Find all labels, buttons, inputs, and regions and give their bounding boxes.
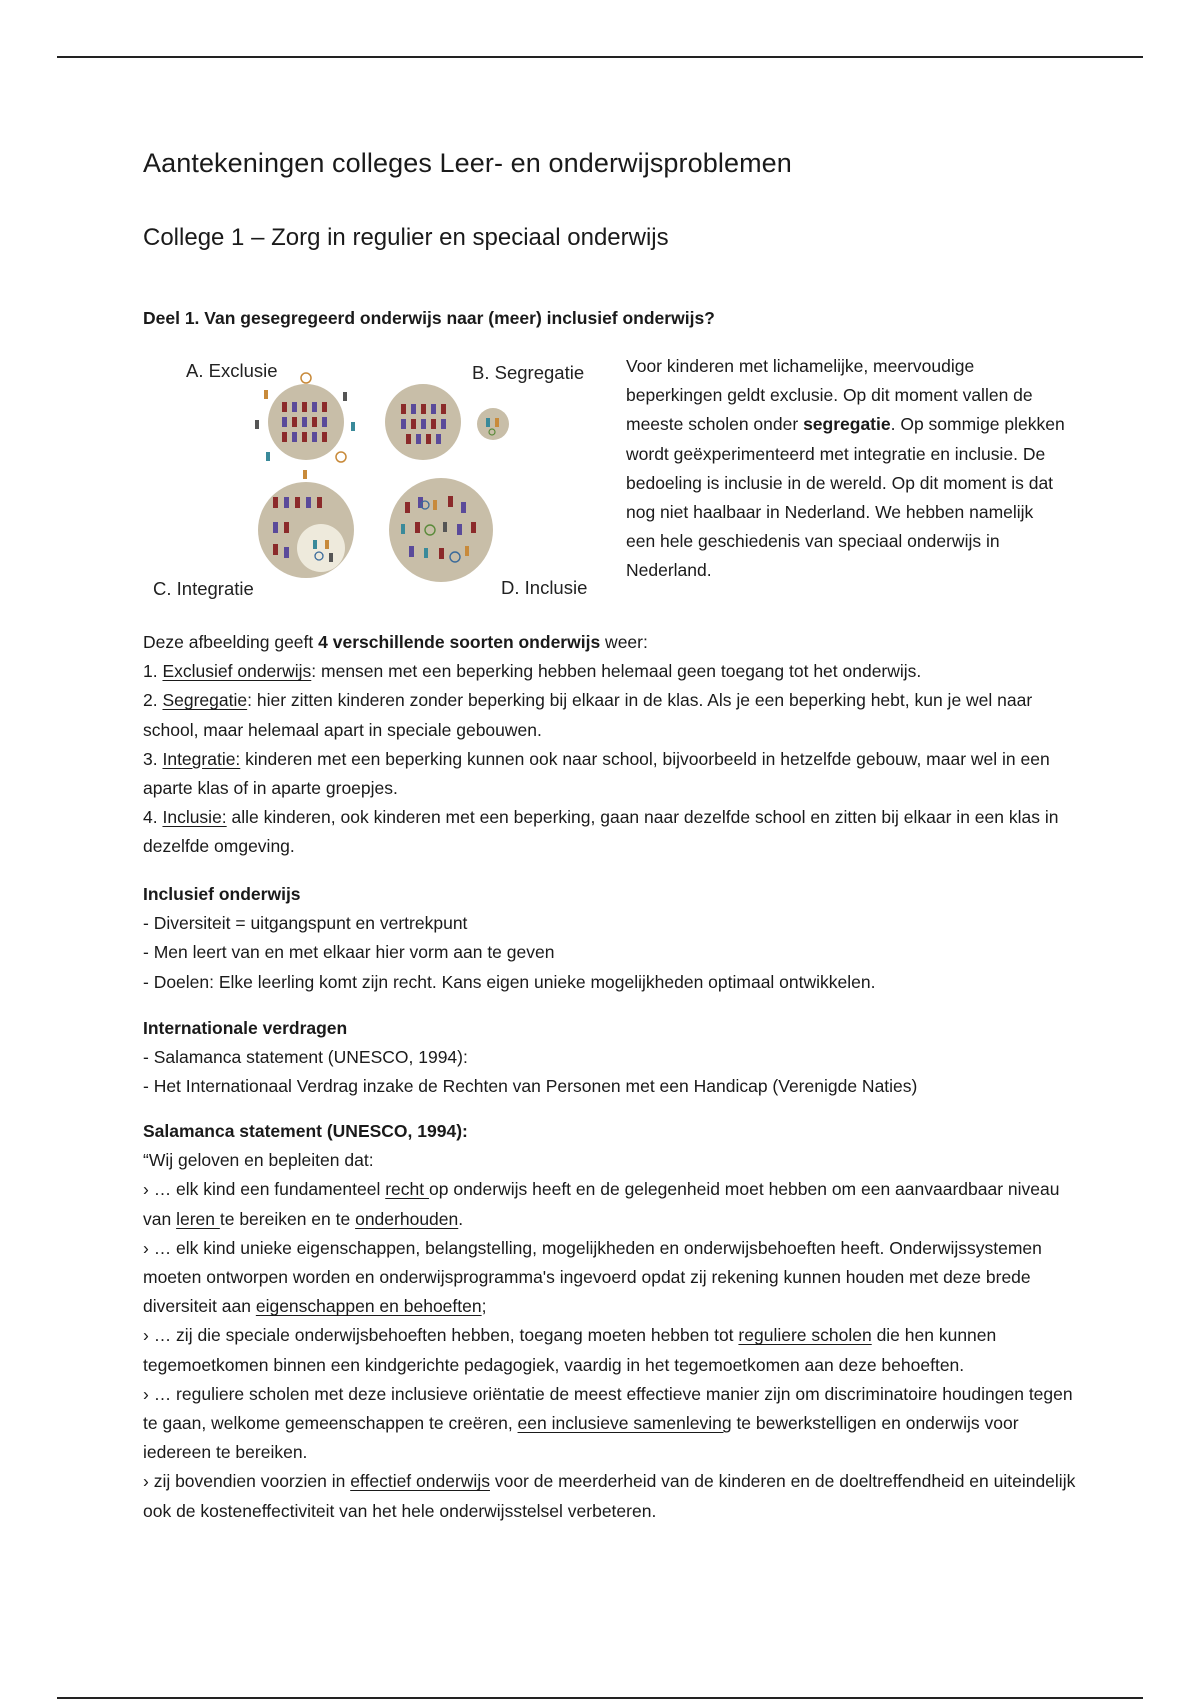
soorten-section xyxy=(143,628,1088,862)
list-item: › … elk kind een fundamenteel recht op onderwijs heeft en de gelegenheid moet hebben om een aanvaardbaar niveau van leren te bereiken en te onderhouden. xyxy=(143,1179,1060,1229)
section-heading: Salamanca statement (UNESCO, 1994): xyxy=(143,1121,468,1141)
list-item: 2. Segregatie: hier zitten kinderen zonder beperking bij elkaar in de klas. Als je een beperking hebt, kun je wel naar school, maar helemaal apart in speciale gebouwen. xyxy=(143,690,1033,740)
list-item: › … elk kind unieke eigenschappen, belangstelling, mogelijkheden en onderwijsbehoeften heeft. Onderwijssystemen moeten ontworpen worden en onderwijsprogramma's ingevoerd opdat zij rekening kunnen houden met deze brede diversiteit aan eigenschappen en behoeften; xyxy=(143,1237,1042,1317)
education-models-figure xyxy=(143,352,605,606)
list-item: - Doelen: Elke leerling komt zijn recht. Kans eigen unieke mogelijkheden optimaal ontwikkelen. xyxy=(143,971,876,992)
deel-heading: Deel 1. Van gesegregeerd onderwijs naar (meer) inclusief onderwijs? xyxy=(143,308,715,328)
bottom-rule xyxy=(57,1697,1143,1699)
salamanca-section xyxy=(143,1117,1088,1526)
college-heading: College 1 – Zorg in regulier en speciaal onderwijs xyxy=(143,224,669,251)
label-inclusie: D. Inclusie xyxy=(501,577,588,598)
list-item: 4. Inclusie: alle kinderen, ook kinderen met een beperking, gaan naar dezelfde school en zitten bij elkaar in een klas in dezelfde omgeving. xyxy=(143,807,1059,857)
verdragen-section xyxy=(143,1014,1088,1102)
list-item: › … reguliere scholen met deze inclusieve oriëntatie de meest effectieve manier zijn om discriminatoire houdingen tegen te gaan, welkome gemeenschappen te creëren, een inclusieve samenleving te bewerkstelligen en onderwijs voor iedereen te bereiken. xyxy=(143,1383,1073,1463)
soorten-intro: Deze afbeelding geeft 4 verschillende soorten onderwijs weer: xyxy=(143,632,648,652)
section-heading: Internationale verdragen xyxy=(143,1018,348,1038)
education-models-diagram xyxy=(143,352,605,606)
inclusief-section xyxy=(143,880,1088,997)
list-item: 1. Exclusief onderwijs: mensen met een beperking hebben helemaal geen toegang tot het onderwijs. xyxy=(143,661,922,682)
list-item: › … zij die speciale onderwijsbehoeften hebben, toegang moeten hebben tot reguliere scholen die hen kunnen tegemoetkomen binnen een kindgerichte pedagogiek, vaardig in het tegemoetkomen aan deze behoeften. xyxy=(143,1325,997,1375)
salamanca-intro: “Wij geloven en bepleiten dat: xyxy=(143,1150,374,1171)
label-exclusie: A. Exclusie xyxy=(186,360,278,381)
top-rule xyxy=(57,56,1143,58)
list-item: - Het Internationaal Verdrag inzake de Rechten van Personen met een Handicap (Verenigde Naties) xyxy=(143,1076,918,1097)
list-item: - Salamanca statement (UNESCO, 1994): xyxy=(143,1047,468,1068)
document-title: Aantekeningen colleges Leer- en onderwijsproblemen xyxy=(143,148,792,178)
integratie-inner-circle xyxy=(297,524,345,572)
section-heading: Inclusief onderwijs xyxy=(143,884,301,904)
list-item: - Diversiteit = uitgangspunt en vertrekpunt xyxy=(143,913,468,934)
list-item: › zij bovendien voorzien in effectief onderwijs voor de meerderheid van de kinderen en de doeltreffendheid en uiteindelijk ook de kosteneffectiviteit van het hele onderwijsstelsel verbeteren. xyxy=(143,1471,1076,1521)
figure-explanation: Voor kinderen met lichamelijke, meervoudige beperkingen geldt exclusie. Op dit moment vallen de meeste scholen onder segregatie. Op sommige plekken wordt geëxperimenteerd met integratie en inclusie. De bedoeling is inclusie in de wereld. Op dit moment is dat nog niet haalbaar in Nederland. We hebben namelijk een hele geschiedenis van speciaal onderwijs in Nederland. xyxy=(626,356,1065,581)
list-item: - Men leert van en met elkaar hier vorm aan te geven xyxy=(143,942,555,963)
label-segregatie: B. Segregatie xyxy=(472,362,585,383)
list-item: 3. Integratie: kinderen met een beperking kunnen ook naar school, bijvoorbeeld in hetzelfde gebouw, maar wel in een aparte klas of in aparte groepjes. xyxy=(143,748,1050,799)
label-integratie: C. Integratie xyxy=(153,578,254,599)
